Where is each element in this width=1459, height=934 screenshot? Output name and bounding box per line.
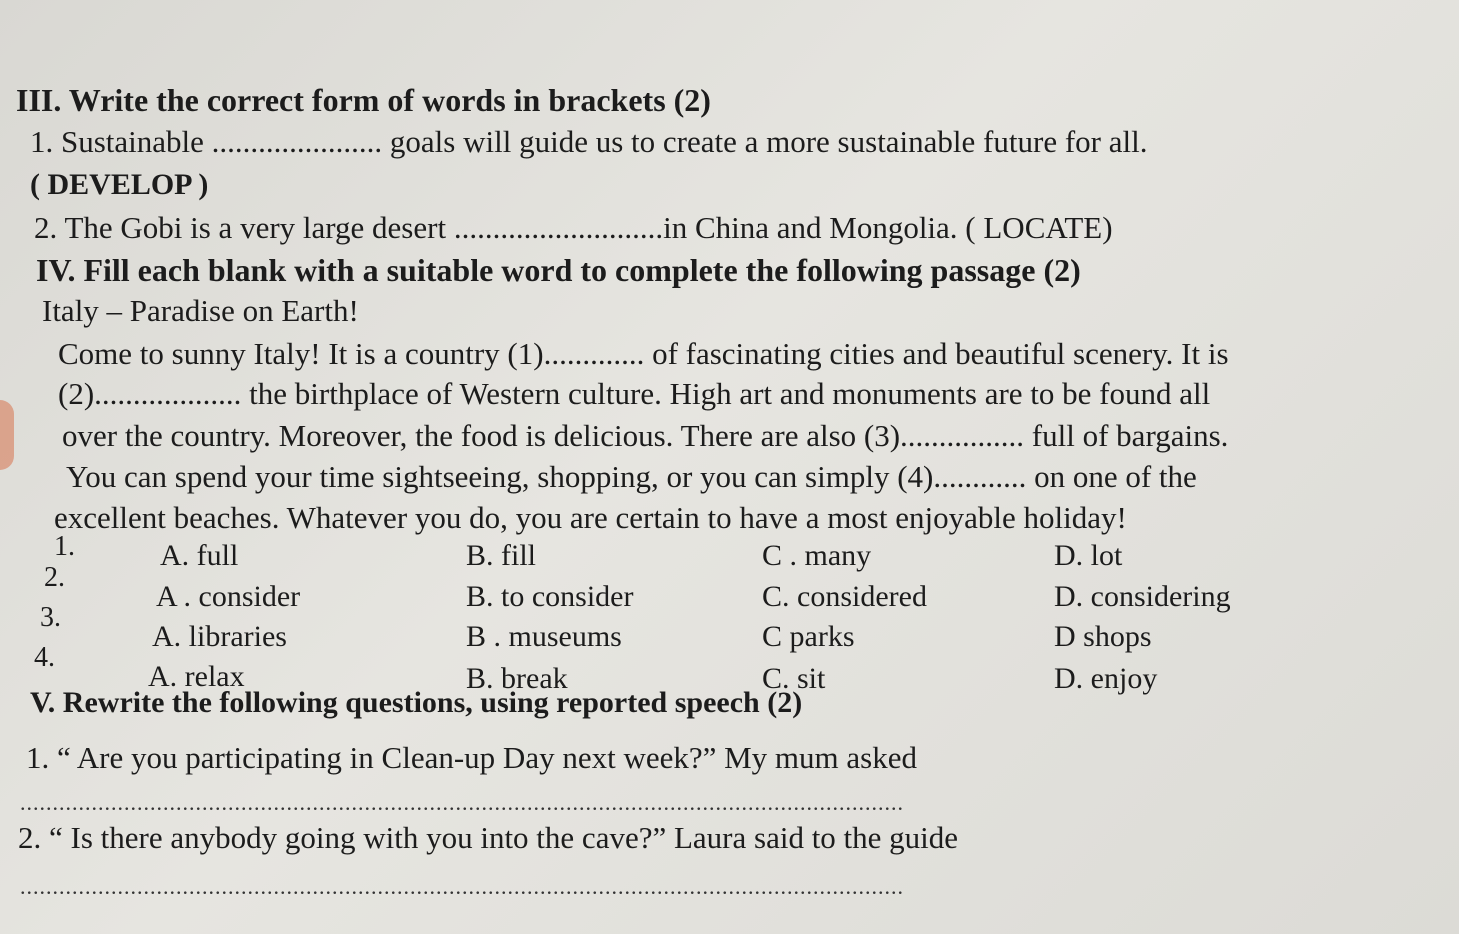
section5-heading: V. Rewrite the following questions, using reported speech (2)	[30, 686, 803, 719]
section3-q2	[34, 212, 1113, 243]
section4-heading: IV. Fill each blank with a suitable word to complete the following passage (2)	[36, 252, 1081, 288]
q2-text-end: in China and Mongolia. ( LOCATE)	[663, 210, 1113, 245]
q1-text-start: 1. Sustainable	[30, 124, 212, 159]
passage-line-4: You can spend your time sightseeing, shopping, or you can simply (4)............ on one of the	[66, 459, 1197, 494]
q1-blank[interactable]: ......................	[211, 124, 383, 159]
passage-line-5: excellent beaches. Whatever you do, you are certain to have a most enjoyable holiday!	[54, 500, 1127, 535]
question-number: 3.	[40, 602, 61, 633]
section5-q2: 2. “ Is there anybody going with you into the cave?” Laura said to the guide	[18, 820, 959, 855]
option-d[interactable]: D shops	[1054, 620, 1152, 653]
option-d[interactable]: D. considering	[1054, 580, 1231, 613]
option-b[interactable]: B. to consider	[466, 580, 634, 613]
passage-line-1: Come to sunny Italy! It is a country (1)............. of fascinating cities and beautiful scenery. It is	[58, 336, 1229, 371]
q1-text-end: goals will guide us to create a more sustainable future for all.	[382, 124, 1148, 159]
option-b[interactable]: B . museums	[466, 620, 622, 653]
page-edge-decoration	[0, 400, 14, 470]
q2-text-start: 2. The Gobi is a very large desert	[34, 210, 454, 245]
option-c[interactable]: C parks	[762, 620, 855, 653]
question-number: 1.	[54, 531, 75, 562]
question-number: 2.	[44, 562, 65, 593]
q1-hint: ( DEVELOP )	[30, 168, 209, 201]
option-d[interactable]: D. lot	[1054, 539, 1123, 572]
section3-heading: III. Write the correct form of words in brackets (2)	[16, 82, 711, 118]
option-a[interactable]: A . consider	[156, 580, 301, 613]
option-a[interactable]: A. full	[160, 539, 239, 572]
option-c[interactable]: C. sit	[762, 662, 826, 695]
section5-q1: 1. “ Are you participating in Clean-up Day next week?” My mum asked	[26, 740, 917, 775]
section3-q1	[30, 126, 1147, 157]
passage-line-3: over the country. Moreover, the food is delicious. There are also (3)................ full of bargains.	[62, 418, 1229, 453]
q2-blank[interactable]: ...........................	[453, 210, 664, 245]
answer-line-2[interactable]: ........................................................................................................................................	[20, 874, 904, 899]
option-c[interactable]: C . many	[762, 539, 872, 572]
option-a[interactable]: A. libraries	[152, 620, 287, 653]
answer-line-1[interactable]: ........................................................................................................................................	[20, 790, 904, 815]
option-b[interactable]: B. break	[466, 662, 568, 695]
passage-title: Italy – Paradise on Earth!	[42, 293, 359, 328]
option-b[interactable]: B. fill	[466, 539, 537, 572]
option-d[interactable]: D. enjoy	[1054, 662, 1158, 695]
passage-line-2: (2)................... the birthplace of Western culture. High art and monuments are to be found all	[58, 376, 1211, 411]
question-number: 4.	[34, 642, 55, 673]
option-a[interactable]: A. relax	[148, 660, 245, 693]
option-c[interactable]: C. considered	[762, 580, 927, 613]
